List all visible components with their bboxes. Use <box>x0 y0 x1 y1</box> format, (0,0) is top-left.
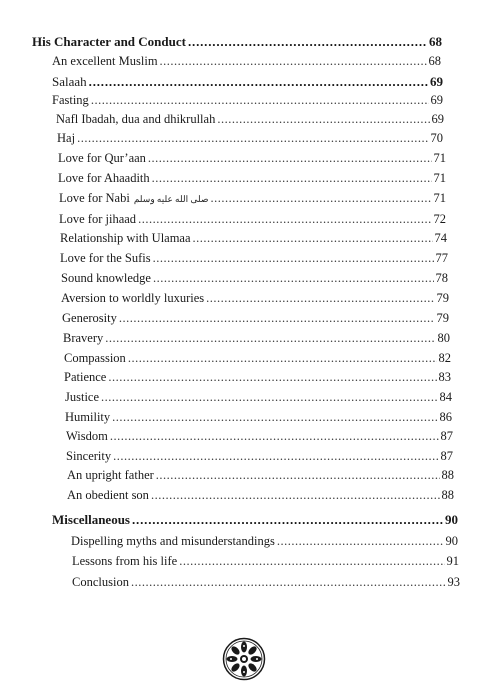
toc-entry-page: 68 <box>428 54 441 68</box>
toc-entry-page: 72 <box>433 212 446 226</box>
dot-leader <box>148 150 432 166</box>
toc-entry[interactable] <box>66 428 453 444</box>
toc-entry[interactable] <box>66 448 453 464</box>
dot-leader <box>110 428 439 444</box>
toc-heading-character-conduct[interactable] <box>32 34 442 50</box>
toc-entry-title: Sincerity <box>66 449 112 463</box>
toc-entry-page: 83 <box>438 370 451 384</box>
toc-entry-page: 80 <box>437 331 450 345</box>
toc-entry[interactable] <box>58 150 446 166</box>
dot-leader <box>156 467 440 483</box>
toc-entry-page: 87 <box>440 449 453 463</box>
dot-leader <box>91 92 429 108</box>
toc-entry[interactable] <box>67 487 454 503</box>
toc-entry[interactable] <box>60 250 448 266</box>
dot-leader <box>108 369 436 385</box>
toc-entry-page: 93 <box>447 575 460 589</box>
dot-leader <box>193 230 433 246</box>
toc-entry-page: 78 <box>435 271 448 285</box>
toc-entry-page: 86 <box>439 410 452 424</box>
toc-entry[interactable] <box>52 92 443 108</box>
toc-entry-title: Love for Qur’aan <box>58 151 146 165</box>
toc-entry[interactable] <box>64 369 451 385</box>
toc-entry-title: Haj <box>57 131 76 145</box>
dot-leader <box>113 448 438 464</box>
toc-entry-title: Salaah <box>52 74 87 89</box>
toc-entry-title: Lessons from his life <box>72 554 178 568</box>
dot-leader <box>179 553 444 569</box>
toc-entry[interactable] <box>56 111 444 127</box>
floral-ornament-icon <box>222 637 266 681</box>
toc-entry-title: Love for the Sufis <box>60 251 151 265</box>
dot-leader <box>131 574 446 590</box>
toc-entry-title: Patience <box>64 370 107 384</box>
toc-entry[interactable] <box>72 553 459 569</box>
toc-entry-page: 84 <box>439 390 452 404</box>
toc-entry[interactable] <box>57 130 443 146</box>
toc-entry-title: Love for Ahaadith <box>58 171 150 185</box>
toc-entry-page: 88 <box>441 468 454 482</box>
toc-entry-page: 70 <box>430 131 443 145</box>
dot-leader <box>101 389 437 405</box>
toc-entry[interactable] <box>65 389 452 405</box>
toc-entry-page: 71 <box>433 151 446 165</box>
toc-entry-page: 69 <box>430 74 443 89</box>
toc-entry-title: Aversion to worldly luxuries <box>61 291 205 305</box>
toc-entry-page: 90 <box>445 534 458 548</box>
toc-entry[interactable] <box>52 53 441 69</box>
dot-leader <box>89 74 428 90</box>
toc-entry-title: Wisdom <box>66 429 108 443</box>
toc-entry-title: Relationship with Ulamaa <box>60 231 191 245</box>
toc-entry-page: 71 <box>433 171 446 185</box>
toc-entry-title: Nafl Ibadah, dua and dhikrullah <box>56 112 216 126</box>
toc-entry-page: 87 <box>440 429 453 443</box>
toc-entry-page: 79 <box>436 311 449 325</box>
dot-leader <box>105 330 435 346</box>
dot-leader <box>153 250 434 266</box>
toc-entry-page: 71 <box>433 191 446 205</box>
toc-entry-page: 69 <box>431 112 444 126</box>
toc-heading-page: 90 <box>445 512 458 527</box>
toc-entry[interactable] <box>64 350 451 366</box>
dot-leader <box>206 290 434 306</box>
toc-entry[interactable] <box>60 230 447 246</box>
salutation-calligraphy: صلى الله عليه وسلم <box>133 194 209 204</box>
toc-entry[interactable] <box>52 74 443 90</box>
dot-leader <box>119 310 435 326</box>
toc-entry-title: Love for jihaad <box>59 212 137 226</box>
toc-entry[interactable] <box>58 170 446 186</box>
toc-entry[interactable] <box>59 211 446 227</box>
dot-leader <box>153 270 434 286</box>
toc-entry[interactable] <box>65 409 452 425</box>
dot-leader <box>77 130 428 146</box>
dot-leader <box>188 34 427 50</box>
toc-entry-title: Fasting <box>52 93 89 107</box>
toc-entry-title: Justice <box>65 390 100 404</box>
toc-entry[interactable] <box>61 270 448 286</box>
toc-entry[interactable] <box>71 533 458 549</box>
toc-entry-title: Generosity <box>62 311 117 325</box>
toc-heading-title: Miscellaneous <box>52 512 130 527</box>
toc-heading-page: 68 <box>429 34 442 49</box>
dot-leader <box>151 487 440 503</box>
dot-leader <box>128 350 437 366</box>
toc-entry[interactable] <box>59 190 446 207</box>
toc-entry-page: 88 <box>441 488 454 502</box>
dot-leader <box>138 211 431 227</box>
toc-entry[interactable] <box>67 467 454 483</box>
toc-entry-title: An excellent Muslim <box>52 54 158 68</box>
toc-entry-title: Sound knowledge <box>61 271 151 285</box>
dot-leader <box>112 409 437 425</box>
dot-leader <box>160 53 427 69</box>
toc-entry-title: Bravery <box>63 331 104 345</box>
toc-entry-title: Conclusion <box>72 575 129 589</box>
dot-leader <box>132 512 443 528</box>
toc-entry-page: 82 <box>438 351 451 365</box>
toc-entry[interactable] <box>72 574 460 590</box>
toc-heading-title: His Character and Conduct <box>32 34 186 49</box>
dot-leader <box>152 170 432 186</box>
toc-entry-page: 74 <box>434 231 447 245</box>
toc-entry[interactable] <box>61 290 449 306</box>
toc-entry-page: 77 <box>435 251 448 265</box>
toc-entry-title: Compassion <box>64 351 126 365</box>
toc-entry[interactable] <box>63 330 450 346</box>
toc-entry-title: Dispelling myths and misunderstandings <box>71 534 275 548</box>
toc-entry-title: Humility <box>65 410 111 424</box>
toc-entry-page: 69 <box>430 93 443 107</box>
toc-entry-title: Love for Nabi <box>59 191 130 205</box>
dot-leader <box>277 533 444 549</box>
toc-entry-page: 91 <box>446 554 459 568</box>
toc-entry[interactable] <box>62 310 449 326</box>
dot-leader <box>217 111 429 127</box>
toc-entry-title: An obedient son <box>67 488 149 502</box>
dot-leader <box>210 190 431 206</box>
toc-heading-miscellaneous[interactable] <box>52 512 458 528</box>
toc-entry-page: 79 <box>436 291 449 305</box>
toc-entry-title: An upright father <box>67 468 154 482</box>
